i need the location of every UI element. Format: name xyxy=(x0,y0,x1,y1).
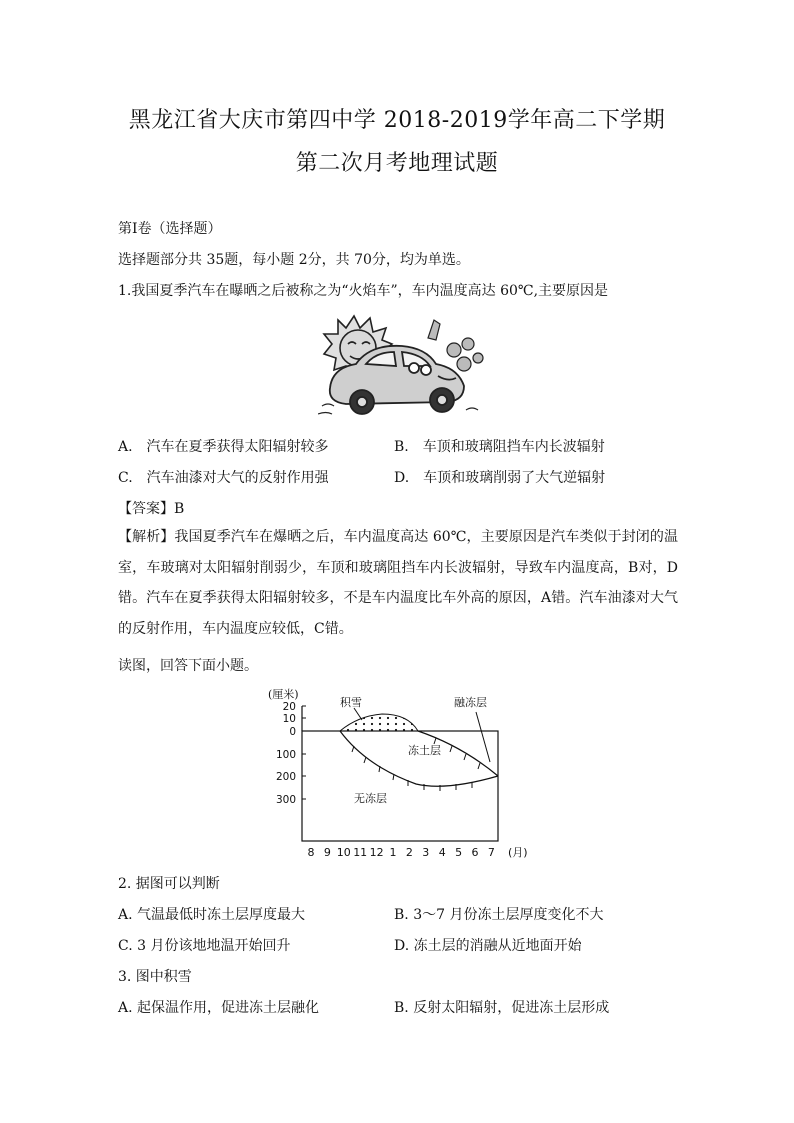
q1-analysis-label: 【解析】 xyxy=(118,529,175,545)
x-tick-labels xyxy=(308,846,495,859)
x-tick-label: 12 xyxy=(369,846,384,859)
q1-option-b: B. 车顶和玻璃阻挡车内长波辐射 xyxy=(394,439,605,455)
frozen-soil-chart xyxy=(266,686,536,862)
section-heading: 第Ⅰ卷（选择题） xyxy=(118,221,222,237)
page-subtitle: 第二次月考地理试题 xyxy=(295,151,499,176)
x-tick-label: 6 xyxy=(471,846,479,859)
x-tick-label: 7 xyxy=(487,846,495,859)
x-tick-label: 1 xyxy=(389,846,397,859)
q3-option-a: A. 起保温作用，促进冻土层融化 xyxy=(118,1000,320,1016)
y-tick-label: 100 xyxy=(275,749,296,761)
q2-option-c: C. 3 月份该地地温开始回升 xyxy=(118,938,291,954)
x-tick-label: 5 xyxy=(455,846,463,859)
plot-frame xyxy=(302,731,498,841)
frozen-label: 冻土层 xyxy=(408,744,441,757)
thaw-label: 融冻层 xyxy=(454,696,487,709)
snow-region xyxy=(340,714,418,731)
x-tick-label: 4 xyxy=(438,846,446,859)
q1-analysis-text: 我国夏季汽车在爆晒之后，车内温度高达 60℃，主要原因是汽车类似于封闭的温室，车玻璃对太阳辐射削弱少，车顶和玻璃阻挡车内长波辐射，导致车内温度高，B对，D错。汽车在夏季获得太阳辐射较多，不是车内温度比车外高的原因，A错。汽车油漆对大气的反射作用，车内温度应较低，C错。 xyxy=(118,529,678,637)
unfrozen-label: 无冻层 xyxy=(354,792,387,805)
y-tick-label: 0 xyxy=(289,726,296,738)
read-prompt: 读图，回答下面小题。 xyxy=(118,658,258,674)
y-tick-label: 200 xyxy=(275,771,296,783)
q3-stem: 3. 图中积雪 xyxy=(118,969,192,985)
x-tick-label: 2 xyxy=(405,846,413,859)
q2-option-a: A. 气温最低时冻土层厚度最大 xyxy=(118,907,306,923)
q1-answer: 【答案】B xyxy=(118,501,185,517)
q1-option-d: D. 车顶和玻璃削弱了大气逆辐射 xyxy=(394,470,606,486)
x-tick-label: 10 xyxy=(336,846,351,859)
y-axis-label: (厘米) xyxy=(268,688,299,701)
section-intro: 选择题部分共 35题，每小题 2分，共 70分，均为单选。 xyxy=(118,252,470,268)
x-tick-label: 8 xyxy=(307,846,315,859)
x-tick-label: 11 xyxy=(353,846,368,859)
hot-car-illustration xyxy=(318,310,488,422)
y-tick-label: 300 xyxy=(275,794,296,806)
snow-arrow xyxy=(354,708,362,720)
q3-option-b: B. 反射太阳辐射，促进冻土层形成 xyxy=(394,1000,610,1016)
page-title: 黑龙江省大庆市第四中学 2018-2019学年高二下学期 xyxy=(128,108,666,133)
y-tick-label: 10 xyxy=(282,713,296,725)
x-tick-label: 3 xyxy=(422,846,430,859)
q2-stem: 2. 据图可以判断 xyxy=(118,876,220,892)
q1-analysis xyxy=(118,522,678,644)
x-tick-label: 9 xyxy=(323,846,331,859)
q1-option-a: A. 汽车在夏季获得太阳辐射较多 xyxy=(118,439,329,455)
q2-option-d: D. 冻土层的消融从近地面开始 xyxy=(394,938,582,954)
x-unit-label: (月) xyxy=(508,846,528,859)
thaw-arrow xyxy=(476,712,490,762)
y-tick-label: 20 xyxy=(282,701,296,713)
q1-option-c: C. 汽车油漆对大气的反射作用强 xyxy=(118,470,329,486)
q1-stem: 1.我国夏季汽车在曝晒之后被称之为“火焰车”，车内温度高达 60℃,主要原因是 xyxy=(118,283,609,299)
q2-option-b: B. 3～7 月份冻土层厚度变化不大 xyxy=(394,907,604,923)
snow-label: 积雪 xyxy=(340,696,362,709)
